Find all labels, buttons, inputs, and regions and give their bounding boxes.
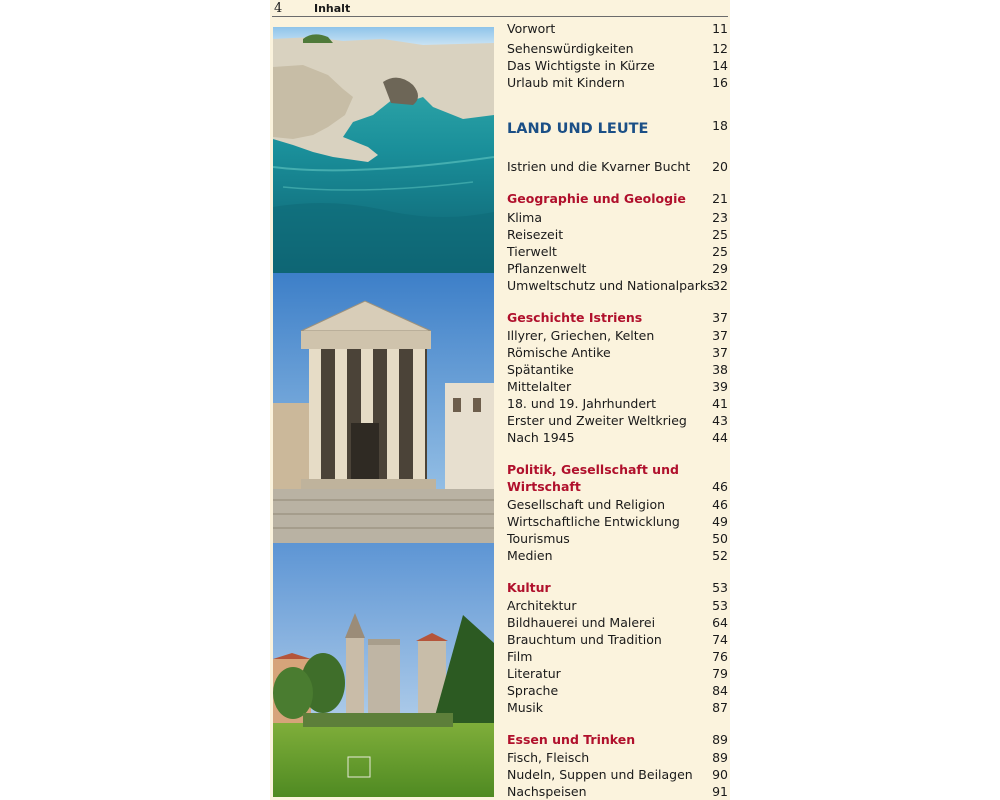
toc-page-number: 49 <box>712 514 728 529</box>
toc-label: Nach 1945 <box>507 430 575 445</box>
toc-page-number: 87 <box>712 700 728 715</box>
toc-entry <box>507 327 728 344</box>
toc-entry <box>507 429 728 446</box>
toc-page-number: 39 <box>712 379 728 394</box>
toc-entry <box>507 57 728 74</box>
toc-entry <box>507 665 728 682</box>
toc-section-heading <box>507 461 728 495</box>
toc-entry <box>507 260 728 277</box>
toc-page-number: 89 <box>712 750 728 765</box>
toc-page-number: 12 <box>712 41 728 56</box>
toc-entry <box>507 648 728 665</box>
toc-label: Das Wichtigste in Kürze <box>507 58 655 73</box>
toc-entry <box>507 158 728 175</box>
toc-label: Reisezeit <box>507 227 564 242</box>
toc-section-heading <box>507 190 728 207</box>
toc-page-number: 44 <box>712 430 728 445</box>
toc-page-number: 41 <box>712 396 728 411</box>
toc-label: Erster und Zweiter Weltkrieg <box>507 413 687 428</box>
toc-page-number: 46 <box>712 479 728 494</box>
toc-label: Umweltschutz und Nationalparks <box>507 278 714 293</box>
toc-page-number: 11 <box>712 21 728 36</box>
toc-entry <box>507 530 728 547</box>
toc-label: Vorwort <box>507 21 556 36</box>
toc-entry <box>507 378 728 395</box>
toc-entry <box>507 344 728 361</box>
toc-page-number: 53 <box>712 580 728 595</box>
toc-page-number: 64 <box>712 615 728 630</box>
toc-page-number: 74 <box>712 632 728 647</box>
toc-entry <box>507 614 728 631</box>
toc-label: Pflanzenwelt <box>507 261 587 276</box>
header-title: Inhalt <box>314 2 351 15</box>
toc-entry <box>507 783 728 800</box>
toc-page-number: 21 <box>712 191 728 206</box>
toc-label: Geschichte Istriens <box>507 310 643 325</box>
toc-page-number: 84 <box>712 683 728 698</box>
toc-page-number: 20 <box>712 159 728 174</box>
toc-label: Politik, Gesellschaft und Wirtschaft <box>507 462 679 494</box>
toc-page-number: 89 <box>712 732 728 747</box>
toc-label: Tierwelt <box>507 244 557 259</box>
toc-label: 18. und 19. Jahrhundert <box>507 396 657 411</box>
toc-label: Nudeln, Suppen und Beilagen <box>507 767 693 782</box>
toc-entry <box>507 682 728 699</box>
toc-page-number: 79 <box>712 666 728 681</box>
toc-page-number: 16 <box>712 75 728 90</box>
toc-part-heading <box>507 118 728 140</box>
toc-page-number: 32 <box>712 278 728 293</box>
toc-label: Brauchtum und Tradition <box>507 632 662 647</box>
toc-label: Römische Antike <box>507 345 611 360</box>
toc-label: Geographie und Geologie <box>507 191 686 206</box>
toc-label: Film <box>507 649 533 664</box>
toc-label: Istrien und die Kvarner Bucht <box>507 159 691 174</box>
toc-label: Mittelalter <box>507 379 572 394</box>
toc-entry <box>507 243 728 260</box>
toc-page-number: 52 <box>712 548 728 563</box>
toc-page-number: 14 <box>712 58 728 73</box>
toc-label: Medien <box>507 548 553 563</box>
toc-entry <box>507 361 728 378</box>
toc-page-number: 43 <box>712 413 728 428</box>
toc-page-number: 91 <box>712 784 728 799</box>
toc-label: Fisch, Fleisch <box>507 750 590 765</box>
toc-label: Sehenswürdigkeiten <box>507 41 634 56</box>
temple-photo <box>273 273 494 543</box>
toc-label: Bildhauerei und Malerei <box>507 615 656 630</box>
toc-label: Gesellschaft und Religion <box>507 497 666 512</box>
toc-entry <box>507 40 728 57</box>
toc-entry <box>507 631 728 648</box>
toc-label: Literatur <box>507 666 561 681</box>
toc-section-heading <box>507 579 728 596</box>
toc-entry <box>507 277 728 294</box>
toc-label: Tourismus <box>507 531 570 546</box>
toc-label: Wirtschaftliche Entwicklung <box>507 514 680 529</box>
toc-entry <box>507 209 728 226</box>
toc-label: Musik <box>507 700 543 715</box>
toc-page-number: 23 <box>712 210 728 225</box>
toc-entry <box>507 766 728 783</box>
page-number: 4 <box>274 1 283 16</box>
toc-label: Sprache <box>507 683 559 698</box>
toc-label: Klima <box>507 210 542 225</box>
toc-page-number: 37 <box>712 345 728 360</box>
toc-label: Essen und Trinken <box>507 732 636 747</box>
toc-label: LAND UND LEUTE <box>507 121 649 137</box>
toc-entry <box>507 20 728 37</box>
toc-page-number: 46 <box>712 497 728 512</box>
toc-page-number: 25 <box>712 244 728 259</box>
toc-label: Urlaub mit Kindern <box>507 75 625 90</box>
toc-section-heading <box>507 731 728 748</box>
toc-label: Architektur <box>507 598 577 613</box>
toc-page-number: 38 <box>712 362 728 377</box>
toc-entry <box>507 513 728 530</box>
toc-entry <box>507 699 728 716</box>
toc-page-number: 37 <box>712 310 728 325</box>
toc-page-number: 25 <box>712 227 728 242</box>
town-photo <box>273 543 494 797</box>
toc-entry <box>507 547 728 564</box>
toc-label: Illyrer, Griechen, Kelten <box>507 328 655 343</box>
toc-entry <box>507 597 728 614</box>
toc-entry <box>507 74 728 91</box>
toc-label: Nachspeisen <box>507 784 587 799</box>
toc-page-number: 53 <box>712 598 728 613</box>
toc-entry <box>507 226 728 243</box>
toc-entry <box>507 496 728 513</box>
toc-page-number: 50 <box>712 531 728 546</box>
toc-page-number: 76 <box>712 649 728 664</box>
toc-section-heading <box>507 309 728 326</box>
toc-page-number: 90 <box>712 767 728 782</box>
toc-entry <box>507 395 728 412</box>
toc-page-number: 29 <box>712 261 728 276</box>
toc-page-number: 18 <box>712 118 728 133</box>
toc-entry <box>507 749 728 766</box>
toc-entry <box>507 412 728 429</box>
toc-label: Spätantike <box>507 362 574 377</box>
toc-label: Kultur <box>507 580 551 595</box>
toc-page-number: 37 <box>712 328 728 343</box>
table-of-contents <box>507 0 728 800</box>
coast-photo <box>273 27 494 273</box>
